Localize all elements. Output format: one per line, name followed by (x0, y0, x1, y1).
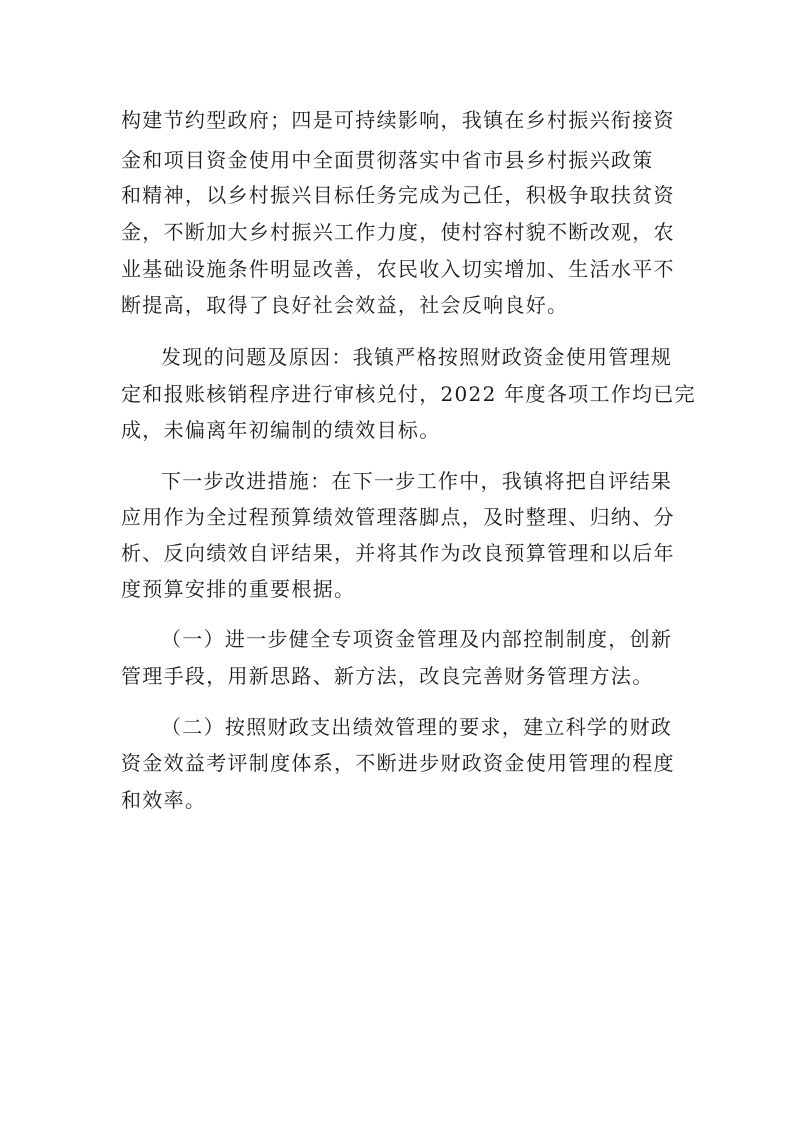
paragraph-3-line-1: 下一步改进措施：在下一步工作中，我镇将把自评结果 (161, 469, 673, 493)
paragraph-1-line-6: 断提高，取得了良好社会效益，社会反响良好。 (121, 293, 569, 317)
paragraph-2-line-1: 发现的问题及原因：我镇严格按照财政资金使用管理规 (161, 345, 673, 369)
paragraph-5-line-1: （二）按照财政支出绩效管理的要求，建立科学的财政 (161, 715, 673, 739)
paragraph-4-line-2: 管理手段，用新思路、新方法，改良完善财务管理方法。 (121, 664, 654, 688)
paragraph-1-line-2: 金和项目资金使用中全面贯彻落实中省市县乡村振兴政策 (121, 148, 654, 172)
paragraph-3-line-2: 应用作为全过程预算绩效管理落脚点，及时整理、归纳、分 (121, 505, 675, 529)
paragraph-2-line-2: 定和报账核销程序进行审核兑付，2022 年度各项工作均已完 (121, 382, 696, 406)
paragraph-2-line-3: 成，未偏离年初编制的绩效目标。 (121, 418, 441, 442)
paragraph-3-line-4: 度预算安排的重要根据。 (121, 577, 356, 601)
paragraph-5-line-3: 和效率。 (121, 788, 207, 812)
paragraph-1-line-5: 业基础设施条件明显改善，农民收入切实增加、生活水平不 (121, 257, 675, 281)
paragraph-1-line-3: 和精神，以乡村振兴目标任务完成为己任，积极争取扶贫资 (121, 183, 675, 207)
paragraph-1-line-1: 构建节约型政府；四是可持续影响，我镇在乡村振兴衔接资 (121, 108, 675, 132)
paragraph-3-line-3: 析、反向绩效自评结果，并将其作为改良预算管理和以后年 (121, 541, 675, 565)
paragraph-1-line-4: 金，不断加大乡村振兴工作力度，使村容村貌不断改观，农 (121, 220, 675, 244)
paragraph-4-line-1: （一）进一步健全专项资金管理及内部控制制度，创新 (161, 627, 673, 651)
paragraph-5-line-2: 资金效益考评制度体系，不断进步财政资金使用管理的程度 (121, 751, 675, 775)
